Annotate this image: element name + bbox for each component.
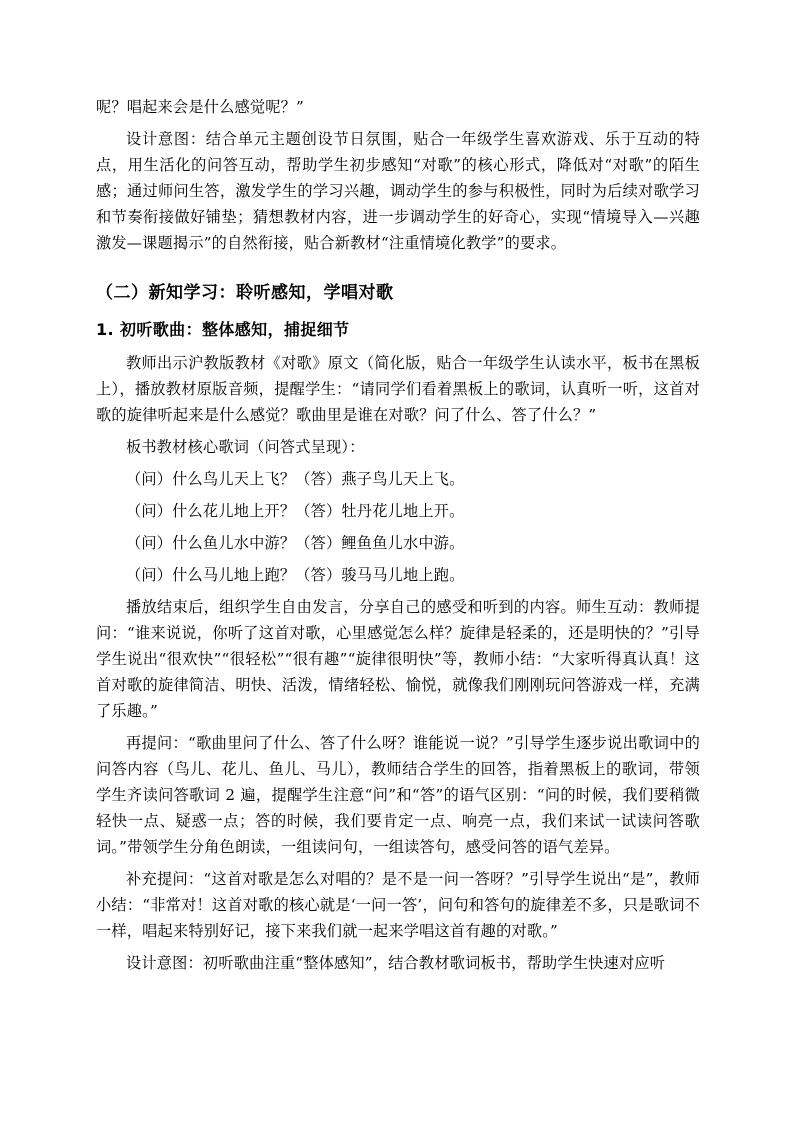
lyric-line: （问）什么鸟儿天上飞？（答）燕子鸟儿天上飞。 xyxy=(126,470,465,488)
lyric-line: （问）什么鱼儿水中游？（答）鲤鱼鱼儿水中游。 xyxy=(126,534,465,552)
subsection-heading: 1. 初听歌曲：整体感知，捕捉细节 xyxy=(96,320,350,339)
lyric-line: （问）什么花儿地上开？（答）牡丹花儿地上开。 xyxy=(126,502,465,520)
paragraph-teacher-intro: 教师出示沪教版教材《对歌》原文（简化版，贴合一年级学生认读水平，板书在黑板上），播放教材原版音频，提醒学生：“请同学们看着黑板上的歌词，认真听一听，这首对歌的旋律听起来是什么感觉？歌曲里是谁在对歌？问了什么、答了什么？” xyxy=(96,354,700,424)
lyrics-list xyxy=(96,466,700,588)
paragraph-follow-up-question: 再提问：“歌曲里问了什么、答了什么呀？谁能说一说？”引导学生逐步说出歌词中的问答内容（鸟儿、花儿、鱼儿、马儿），教师结合学生的回答，指着黑板上的歌词，带领学生齐读问答歌词 2 遍，提醒学生注意“问”和“答”的语气区别：“问的时候，我们要稍微轻快一点、疑惑一点；答的时候，我们要肯定一点、响亮一点，我们来试一试读问答歌词。”带领学生分角色朗读，一组读问句，一组读答句，感受问答的语气差异。 xyxy=(96,734,700,856)
document-page xyxy=(96,94,700,976)
paragraph-design-intent-1: 设计意图：结合单元主题创设节日氛围，贴合一年级学生喜欢游戏、乐于互动的特点，用生活化的问答互动，帮助学生初步感知“对歌”的核心形式，降低对“对歌”的陌生感；通过师问生答，激发学生的学习兴趣，调动学生的参与积极性，同时为后续对歌学习和节奏衔接做好铺垫；猜想教材内容，进一步调动学生的好奇心，实现“情境导入—兴趣激发—课题揭示”的自然衔接，贴合新教材“注重情境化教学”的要求。 xyxy=(96,130,700,252)
lyric-line: （问）什么马儿地上跑？（答）骏马马儿地上跑。 xyxy=(126,566,465,584)
paragraph-supplement-question: 补充提问：“这首对歌是怎么对唱的？是不是一问一答呀？”引导学生说出“是”，教师小结：“非常对！这首对歌的核心就是‘一问一答’，问句和答句的旋律差不多，只是歌词不一样，唱起来特别好记，接下来我们就一起来学唱这首有趣的对歌。” xyxy=(96,870,700,940)
paragraph-board-intro: 板书教材核心歌词（问答式呈现）： xyxy=(126,438,365,456)
section-heading: （二）新知学习：聆听感知，学唱对歌 xyxy=(96,283,394,303)
paragraph-after-playback: 播放结束后，组织学生自由发言，分享自己的感受和听到的内容。师生互动：教师提问：“谁来说说，你听了这首对歌，心里感觉怎么样？旋律是轻柔的，还是明快的？”引导学生说出“很欢快”“很轻松”“很有趣”“旋律很明快”等，教师小结：“大家听得真认真！这首对歌的旋律简洁、明快、活泼，情绪轻松、愉悦，就像我们刚刚玩问答游戏一样，充满了乐趣。” xyxy=(96,598,700,720)
paragraph-continuation: 呢？唱起来会是什么感觉呢？” xyxy=(96,98,305,116)
paragraph-design-intent-2: 设计意图：初听歌曲注重“整体感知”，结合教材歌词板书，帮助学生快速对应听 xyxy=(126,954,666,972)
